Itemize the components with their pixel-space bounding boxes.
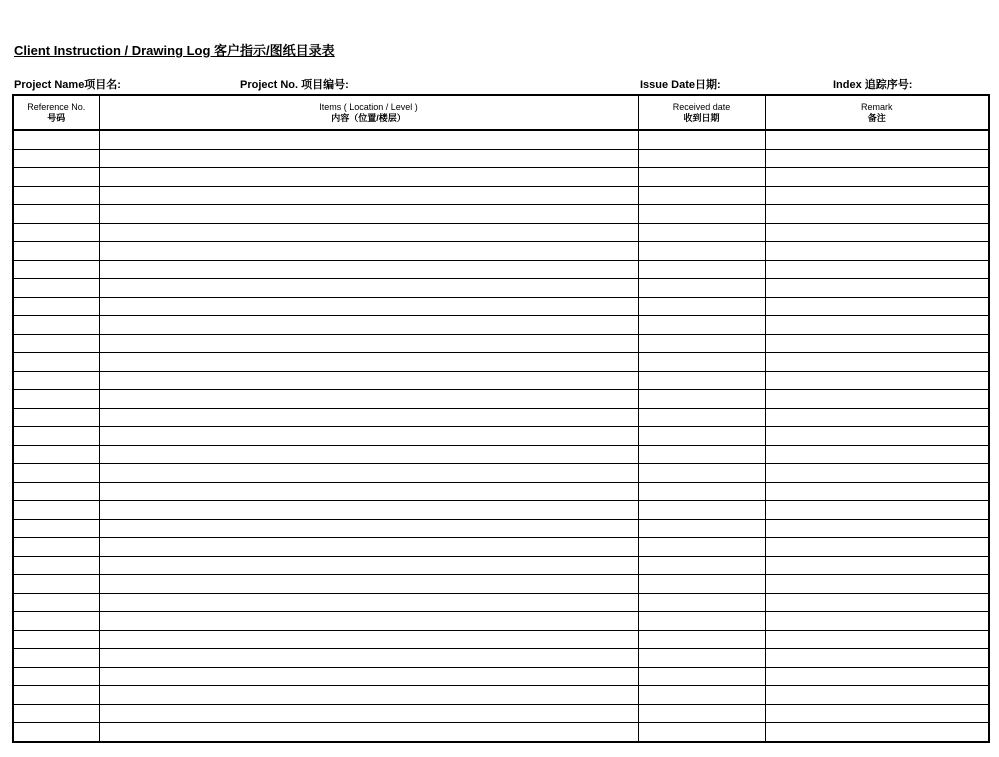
remark-cell[interactable] [765, 334, 989, 353]
table-row [13, 390, 989, 409]
table-row [13, 186, 989, 205]
received-date-cell[interactable] [638, 242, 765, 261]
table-row [13, 482, 989, 501]
reference-no-cell[interactable] [13, 575, 99, 594]
reference-no-cell[interactable] [13, 205, 99, 224]
items-cell[interactable] [99, 371, 638, 390]
column-header-label-zh: 号码 [47, 112, 66, 123]
reference-no-cell[interactable] [13, 445, 99, 464]
remark-cell[interactable] [765, 371, 989, 390]
reference-no-cell[interactable] [13, 223, 99, 242]
remark-cell[interactable] [765, 390, 989, 409]
table-row [13, 242, 989, 261]
table-row [13, 556, 989, 575]
reference-no-cell[interactable] [13, 408, 99, 427]
items-cell[interactable] [99, 408, 638, 427]
remark-cell[interactable] [765, 408, 989, 427]
remark-cell[interactable] [765, 519, 989, 538]
received-date-cell[interactable] [638, 445, 765, 464]
received-date-cell[interactable] [638, 334, 765, 353]
column-header-label-en: Reference No. [27, 101, 86, 112]
reference-no-cell[interactable] [13, 482, 99, 501]
project-name-label: Project Name项目名: [14, 79, 121, 91]
project-no-label: Project No. 项目编号: [240, 79, 349, 91]
items-cell[interactable] [99, 501, 638, 520]
remark-cell[interactable] [765, 260, 989, 279]
table-row [13, 445, 989, 464]
reference-no-cell[interactable] [13, 260, 99, 279]
reference-no-cell[interactable] [13, 149, 99, 168]
reference-no-cell[interactable] [13, 297, 99, 316]
column-header-label-zh: 内容（位置/楼层） [331, 112, 406, 123]
items-cell[interactable] [99, 186, 638, 205]
remark-cell[interactable] [765, 427, 989, 446]
table-row [13, 149, 989, 168]
received-date-cell[interactable] [638, 427, 765, 446]
table-row [13, 667, 989, 686]
reference-no-cell[interactable] [13, 427, 99, 446]
remark-cell[interactable] [765, 223, 989, 242]
table-row [13, 464, 989, 483]
table-row [13, 223, 989, 242]
items-cell[interactable] [99, 168, 638, 187]
reference-no-cell[interactable] [13, 168, 99, 187]
table-body [13, 130, 989, 742]
received-date-cell[interactable] [638, 408, 765, 427]
items-cell[interactable] [99, 723, 638, 742]
remark-cell[interactable] [765, 593, 989, 612]
items-cell[interactable] [99, 630, 638, 649]
remark-cell[interactable] [765, 704, 989, 723]
reference-no-cell[interactable] [13, 353, 99, 372]
remark-cell[interactable] [765, 464, 989, 483]
table-row [13, 630, 989, 649]
received-date-cell[interactable] [638, 482, 765, 501]
table-header-row [13, 95, 989, 130]
reference-no-cell[interactable] [13, 334, 99, 353]
reference-no-cell[interactable] [13, 279, 99, 298]
table-row [13, 704, 989, 723]
column-header-received-date [638, 95, 765, 130]
remark-cell[interactable] [765, 445, 989, 464]
column-header-label-en: Remark [860, 101, 893, 112]
items-cell[interactable] [99, 297, 638, 316]
items-cell[interactable] [99, 667, 638, 686]
remark-cell[interactable] [765, 667, 989, 686]
reference-no-cell[interactable] [13, 519, 99, 538]
items-cell[interactable] [99, 316, 638, 335]
column-header-label-zh: 备注 [867, 112, 886, 123]
table-row [13, 168, 989, 187]
received-date-cell[interactable] [638, 371, 765, 390]
received-date-cell[interactable] [638, 593, 765, 612]
items-cell[interactable] [99, 575, 638, 594]
index-label: Index 追踪序号: [833, 79, 913, 91]
table-row [13, 316, 989, 335]
table-row [13, 649, 989, 668]
received-date-cell[interactable] [638, 316, 765, 335]
remark-cell[interactable] [765, 575, 989, 594]
table-row [13, 519, 989, 538]
items-cell[interactable] [99, 242, 638, 261]
items-cell[interactable] [99, 464, 638, 483]
remark-cell[interactable] [765, 482, 989, 501]
received-date-cell[interactable] [638, 723, 765, 742]
received-date-cell[interactable] [638, 279, 765, 298]
reference-no-cell[interactable] [13, 242, 99, 261]
received-date-cell[interactable] [638, 501, 765, 520]
reference-no-cell[interactable] [13, 704, 99, 723]
table-row [13, 538, 989, 557]
received-date-cell[interactable] [638, 464, 765, 483]
table-row [13, 297, 989, 316]
reference-no-cell[interactable] [13, 390, 99, 409]
received-date-cell[interactable] [638, 612, 765, 631]
remark-cell[interactable] [765, 297, 989, 316]
received-date-cell[interactable] [638, 149, 765, 168]
items-cell[interactable] [99, 223, 638, 242]
remark-cell[interactable] [765, 630, 989, 649]
received-date-cell[interactable] [638, 519, 765, 538]
reference-no-cell[interactable] [13, 316, 99, 335]
table-row [13, 408, 989, 427]
reference-no-cell[interactable] [13, 723, 99, 742]
items-cell[interactable] [99, 649, 638, 668]
table-row [13, 593, 989, 612]
table-row [13, 279, 989, 298]
table-row [13, 353, 989, 372]
table-row [13, 501, 989, 520]
received-date-cell[interactable] [638, 186, 765, 205]
table-row [13, 612, 989, 631]
received-date-cell[interactable] [638, 353, 765, 372]
received-date-cell[interactable] [638, 667, 765, 686]
reference-no-cell[interactable] [13, 630, 99, 649]
column-header-label-en: Items ( Location / Level ) [319, 101, 418, 112]
remark-cell[interactable] [765, 168, 989, 187]
reference-no-cell[interactable] [13, 649, 99, 668]
column-header-reference-no [13, 95, 99, 130]
table-row [13, 205, 989, 224]
table-row [13, 334, 989, 353]
reference-no-cell[interactable] [13, 186, 99, 205]
received-date-cell[interactable] [638, 649, 765, 668]
column-header-remark [765, 95, 989, 130]
table-row [13, 427, 989, 446]
received-date-cell[interactable] [638, 556, 765, 575]
reference-no-cell[interactable] [13, 667, 99, 686]
items-cell[interactable] [99, 260, 638, 279]
items-cell[interactable] [99, 427, 638, 446]
reference-no-cell[interactable] [13, 130, 99, 149]
received-date-cell[interactable] [638, 630, 765, 649]
reference-no-cell[interactable] [13, 464, 99, 483]
received-date-cell[interactable] [638, 168, 765, 187]
reference-no-cell[interactable] [13, 593, 99, 612]
remark-cell[interactable] [765, 353, 989, 372]
received-date-cell[interactable] [638, 575, 765, 594]
reference-no-cell[interactable] [13, 538, 99, 557]
table-row [13, 260, 989, 279]
items-cell[interactable] [99, 686, 638, 705]
items-cell[interactable] [99, 149, 638, 168]
received-date-cell[interactable] [638, 260, 765, 279]
items-cell[interactable] [99, 556, 638, 575]
items-cell[interactable] [99, 205, 638, 224]
items-cell[interactable] [99, 538, 638, 557]
remark-cell[interactable] [765, 149, 989, 168]
page-title: Client Instruction / Drawing Log 客户指示/图纸目录表 [14, 43, 335, 58]
items-cell[interactable] [99, 519, 638, 538]
remark-cell[interactable] [765, 501, 989, 520]
items-cell[interactable] [99, 445, 638, 464]
column-header-label-en: Received date [672, 101, 731, 112]
remark-cell[interactable] [765, 130, 989, 149]
table-row [13, 575, 989, 594]
drawing-log-table [12, 94, 990, 743]
received-date-cell[interactable] [638, 704, 765, 723]
table-row [13, 723, 989, 742]
remark-cell[interactable] [765, 242, 989, 261]
column-header-items [99, 95, 638, 130]
received-date-cell[interactable] [638, 130, 765, 149]
remark-cell[interactable] [765, 686, 989, 705]
items-cell[interactable] [99, 593, 638, 612]
received-date-cell[interactable] [638, 205, 765, 224]
remark-cell[interactable] [765, 279, 989, 298]
received-date-cell[interactable] [638, 538, 765, 557]
remark-cell[interactable] [765, 612, 989, 631]
remark-cell[interactable] [765, 316, 989, 335]
reference-no-cell[interactable] [13, 371, 99, 390]
received-date-cell[interactable] [638, 223, 765, 242]
remark-cell[interactable] [765, 556, 989, 575]
received-date-cell[interactable] [638, 297, 765, 316]
reference-no-cell[interactable] [13, 501, 99, 520]
items-cell[interactable] [99, 482, 638, 501]
reference-no-cell[interactable] [13, 686, 99, 705]
column-header-label-zh: 收到日期 [683, 112, 720, 123]
remark-cell[interactable] [765, 649, 989, 668]
items-cell[interactable] [99, 279, 638, 298]
items-cell[interactable] [99, 353, 638, 372]
items-cell[interactable] [99, 390, 638, 409]
remark-cell[interactable] [765, 186, 989, 205]
table-row [13, 371, 989, 390]
received-date-cell[interactable] [638, 390, 765, 409]
items-cell[interactable] [99, 612, 638, 631]
issue-date-label: Issue Date日期: [640, 79, 721, 91]
table-row [13, 686, 989, 705]
items-cell[interactable] [99, 334, 638, 353]
reference-no-cell[interactable] [13, 612, 99, 631]
items-cell[interactable] [99, 130, 638, 149]
remark-cell[interactable] [765, 538, 989, 557]
received-date-cell[interactable] [638, 686, 765, 705]
table-row [13, 130, 989, 149]
reference-no-cell[interactable] [13, 556, 99, 575]
remark-cell[interactable] [765, 723, 989, 742]
remark-cell[interactable] [765, 205, 989, 224]
items-cell[interactable] [99, 704, 638, 723]
